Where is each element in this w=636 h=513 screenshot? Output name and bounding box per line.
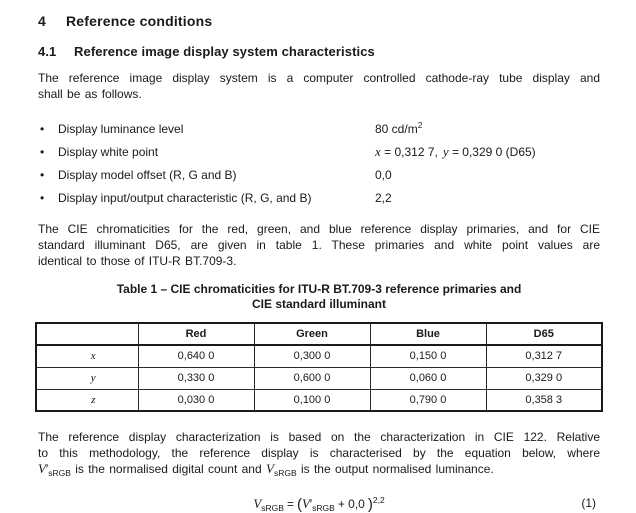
cell: 0,330 0 [138, 367, 254, 389]
display-spec-list [38, 117, 600, 206]
paragraph-math-line: $V'_{sRGB}$ is the normalised digital count and $V_{sRGB}$ is the output normalised luminance. [38, 461, 494, 478]
table-row-z [36, 389, 602, 411]
open-paren: ( [296, 496, 302, 513]
paragraph-line: shall be as follows. [38, 87, 142, 101]
subsection-number: 4.1 [38, 44, 57, 59]
cell: 0,312 7 [486, 345, 602, 367]
intro-paragraph [38, 70, 600, 102]
spec-value: 80 $cd/m^2$ [375, 120, 423, 136]
table-header-row [36, 323, 602, 345]
superscript: 2 [417, 120, 423, 130]
section-number: 4 [38, 13, 46, 29]
paragraph-line: standard illuminant D65, are given in table 1. These primaries and white point values are [38, 238, 600, 252]
equation-row [38, 495, 600, 513]
table-row-y [36, 367, 602, 389]
paragraph-line: The reference display characterization is based on the characterization in CIE 122. Relative [38, 430, 600, 444]
paragraph-line: identical to those of ITU-R BT.709-3. [38, 254, 237, 268]
header-cell-blue: Blue [370, 323, 486, 345]
math-var-x: x [375, 144, 381, 159]
cell: 0,060 0 [370, 367, 486, 389]
table-block [38, 322, 600, 412]
close-paren: ) [367, 496, 373, 513]
cell: 0,150 0 [370, 345, 486, 367]
table-caption-line2: CIE standard illuminant [251, 297, 386, 311]
header-cell-d65: D65 [486, 323, 602, 345]
row-label: x [36, 345, 138, 367]
prime-mark: ′ [309, 497, 313, 511]
subscript: sRGB [273, 468, 297, 478]
cell: 0,600 0 [254, 367, 370, 389]
paragraph-line: The CIE chromaticities for the red, green, and blue reference display primaries, and for CIE [38, 222, 600, 236]
prime-mark: ′ [45, 462, 49, 476]
subsection-title: Reference image display system characteristics [74, 44, 375, 59]
bullet-icon: • [40, 191, 45, 205]
header-cell-red: Red [138, 323, 254, 345]
section-heading [38, 13, 600, 29]
bullet-icon: • [40, 168, 45, 182]
subscript: sRGB [312, 503, 335, 513]
spec-label: Display luminance level [58, 122, 184, 136]
cell: 0,100 0 [254, 389, 370, 411]
header-cell-green: Green [254, 323, 370, 345]
spec-label: Display input/output characteristic (R, G, and B) [58, 191, 312, 205]
row-label: y [36, 367, 138, 389]
math-var-y: y [442, 144, 449, 159]
spec-item-luminance [38, 117, 600, 137]
spec-label: Display white point [58, 145, 159, 159]
cell: 0,329 0 [486, 367, 602, 389]
equation [253, 495, 384, 513]
cell: 0,790 0 [370, 389, 486, 411]
equation-number: (1) [581, 496, 596, 510]
table-caption-line1: Table 1 – CIE chromaticities for ITU-R BT.709-3 reference primaries and [116, 282, 522, 296]
chromaticity-paragraph [38, 221, 600, 269]
bullet-icon: • [40, 122, 45, 136]
subscript: sRGB [48, 468, 71, 478]
row-label: z [36, 389, 138, 411]
section-title: Reference conditions [66, 13, 213, 29]
plus-term: + 0,0 [337, 497, 365, 511]
exponent: 2,2 [372, 495, 385, 505]
cell: 0,358 3 [486, 389, 602, 411]
spec-item-offset [38, 167, 600, 183]
table-caption [38, 282, 600, 312]
bullet-icon: • [40, 145, 45, 159]
spec-label: Display model offset (R, G and B) [58, 168, 237, 182]
subsection-heading [38, 44, 600, 59]
paragraph-line: to this methodology, the reference display is characterised by the equation below, where [38, 446, 600, 460]
math-var-v: V [265, 461, 274, 476]
math-var-v: V [253, 496, 262, 511]
subscript: sRGB [261, 503, 284, 513]
paragraph-line: The reference image display system is a computer controlled cathode-ray tube display and [38, 71, 600, 85]
cell: 0,300 0 [254, 345, 370, 367]
chromaticity-table [35, 322, 603, 412]
spec-item-gamma [38, 190, 600, 206]
header-cell-empty [36, 323, 138, 345]
spec-value: x = 0,312 7, y = 0,329 0 (D65) [375, 144, 536, 159]
spec-value: 2,2 [375, 191, 392, 205]
cell: 0,030 0 [138, 389, 254, 411]
characterization-paragraph [38, 429, 600, 481]
table-row-x [36, 345, 602, 367]
spec-item-white-point [38, 144, 600, 160]
equals-sign: = [286, 497, 294, 511]
math-var-v-prime: V [301, 496, 310, 511]
math-var-v-prime: V [38, 461, 46, 476]
cell: 0,640 0 [138, 345, 254, 367]
spec-value: 0,0 [375, 168, 392, 182]
